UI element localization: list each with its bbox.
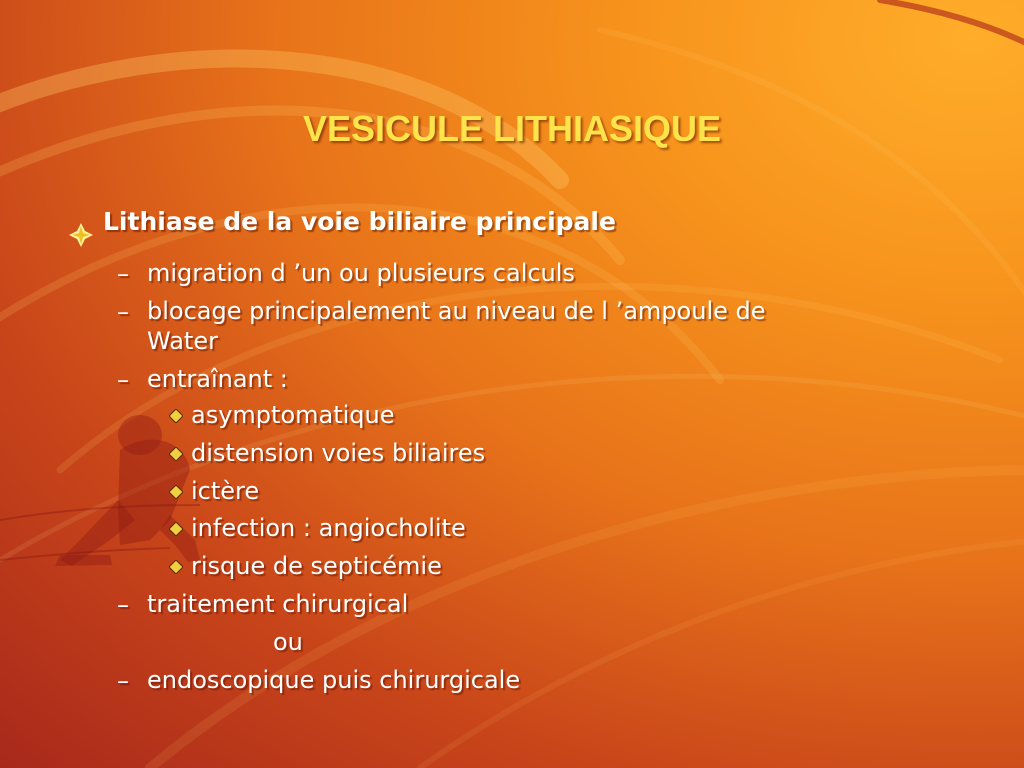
dash-bullet: – (117, 298, 129, 326)
dash-bullet: – (117, 667, 129, 695)
item-endoscopique: endoscopique puis chirurgicale (147, 666, 521, 694)
dash-bullet: – (117, 366, 129, 394)
main-bullet-text: Lithiase de la voie biliaire principale (103, 207, 616, 236)
small-diamond-bullet-icon (169, 522, 183, 536)
small-diamond-bullet-icon (169, 560, 183, 574)
consequence-item: asymptomatique (191, 401, 395, 429)
item-ou: ou (273, 628, 303, 656)
item-traitement: traitement chirurgical (147, 590, 409, 618)
item-entrainant: entraînant : (147, 365, 288, 393)
consequence-item: risque de septicémie (191, 552, 442, 580)
consequence-item: infection : angiocholite (191, 514, 466, 542)
consequence-item: distension voies biliaires (191, 439, 486, 467)
small-diamond-bullet-icon (169, 485, 183, 499)
dash-bullet: – (117, 591, 129, 619)
small-diamond-bullet-icon (169, 447, 183, 461)
diamond-bullet-icon (68, 222, 94, 248)
consequence-item: ictère (191, 477, 260, 505)
dash-bullet: – (117, 260, 129, 288)
item-migration: migration d ’un ou plusieurs calculs (147, 259, 575, 287)
small-diamond-bullet-icon (169, 409, 183, 423)
item-blocage-line2: Water (147, 327, 218, 355)
slide-title: VESICULE LITHIASIQUE (302, 108, 722, 149)
item-blocage-line1: blocage principalement au niveau de l ’ampoule de (147, 297, 766, 325)
